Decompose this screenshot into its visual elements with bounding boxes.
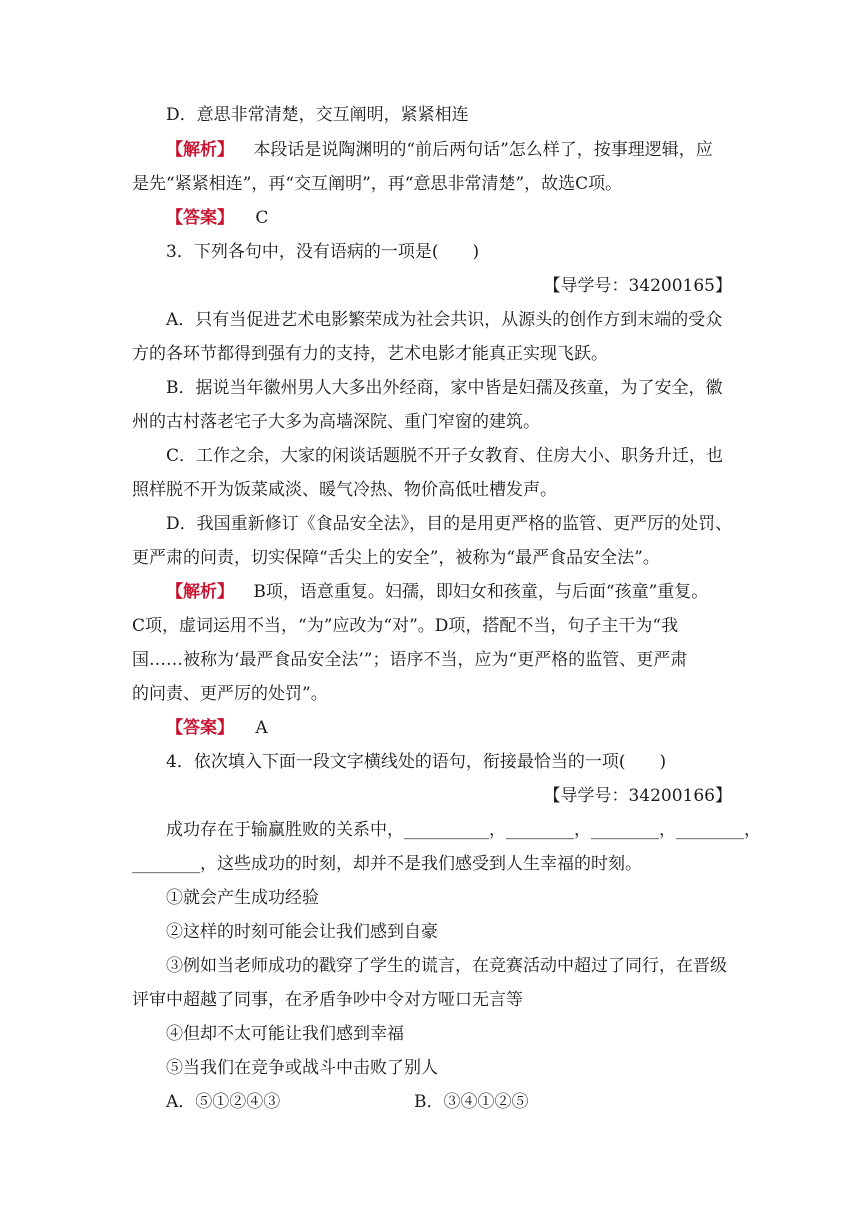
q3-option-a-line-1: A．只有当促进艺术电影繁荣成为社会共识，从源头的创作方到末端的受众 [166,310,723,330]
q4-stem: 4．依次填入下面一段文字横线处的语句，衔接最恰当的一项( ) [166,752,667,772]
q3-answer-line [166,716,732,740]
q3-option-c-line-1: C．工作之余，大家的闲谈话题脱不开子女教育、住房大小、职务升迁，也 [166,446,724,466]
answer-tag: 【答案】 [166,208,234,228]
q2-analysis-line-1 [166,138,732,162]
q3-option-c-line-2: 照样脱不开为饭菜咸淡、暖气冷热、物价高低吐槽发声。 [132,480,557,500]
q4-sentence-3-line-2: 评审中超越了同事，在矛盾争吵中令对方哑口无言等 [132,990,523,1010]
q4-guide-number: 【导学号：34200166】 [543,786,732,806]
analysis-tag: 【解析】 [166,140,234,160]
q3-option-d-line-1: D．我国重新修订《食品安全法》，目的是用更严格的监管、更严厉的处罚、 [166,514,733,534]
q4-sentence-4: ④但却不太可能让我们感到幸福 [166,1024,404,1044]
q3-analysis-text-1: B项，语意重复。妇孺，即妇女和孩童，与后面“孩童”重复。 [253,582,709,602]
q3-option-b-line-1: B．据说当年徽州男人大多出外经商，家中皆是妇孺及孩童，为了安全，徽 [166,378,723,398]
q4-option-b: B．③④①②⑤ [414,1092,529,1112]
q3-option-b-line-2: 州的古村落老宅子大多为高墙深院、重门窄窗的建筑。 [132,412,540,432]
q4-sentence-5: ⑤当我们在竞争或战斗中击败了别人 [166,1058,438,1078]
q3-option-a-line-2: 方的各环节都得到强有力的支持，艺术电影才能真正实现飞跃。 [132,344,608,364]
q3-analysis-line-4: 的问责、更严厉的处罚”。 [132,684,328,704]
q2-option-d: D．意思非常清楚，交互阐明，紧紧相连 [166,105,469,125]
q3-analysis-line-3: 国……被称为‘最严食品安全法’”；语序不当，应为“更严格的监管、更严肃 [132,650,688,670]
q4-passage-line-1: 成功存在于输赢胜败的关系中，__________，________，________，________， [166,820,761,840]
q4-option-a: A．⑤①②④③ [166,1092,281,1112]
q4-passage-line-2: ________，这些成功的时刻，却并不是我们感受到人生幸福的时刻。 [132,854,642,874]
q3-analysis-line-1 [166,580,732,604]
q2-analysis-text-1: 本段话是说陶渊明的“前后两句话”怎么样了，按事理逻辑，应 [253,140,713,160]
q3-stem: 3．下列各句中，没有语病的一项是( ) [166,242,480,262]
analysis-tag: 【解析】 [166,582,234,602]
q2-answer-value: C [255,208,269,228]
q3-answer-value: A [255,718,268,738]
q4-sentence-2: ②这样的时刻可能会让我们感到自豪 [166,922,438,942]
q2-analysis-line-2: 是先“紧紧相连”，再“交互阐明”，再“意思非常清楚”，故选C项。 [132,174,623,194]
answer-tag: 【答案】 [166,718,234,738]
q3-option-d-line-2: 更严肃的问责，切实保障“舌尖上的安全”，被称为“最严食品安全法”。 [132,548,660,568]
q4-sentence-1: ①就会产生成功经验 [166,888,319,908]
q3-analysis-line-2: C项，虚词运用不当，“为”应改为“对”。D项，搭配不当，句子主干为“我 [132,616,679,636]
q3-guide-number: 【导学号：34200165】 [543,276,732,296]
q2-answer-line [166,206,732,230]
q4-sentence-3-line-1: ③例如当老师成功的戳穿了学生的谎言，在竞赛活动中超过了同行，在晋级 [166,956,727,976]
